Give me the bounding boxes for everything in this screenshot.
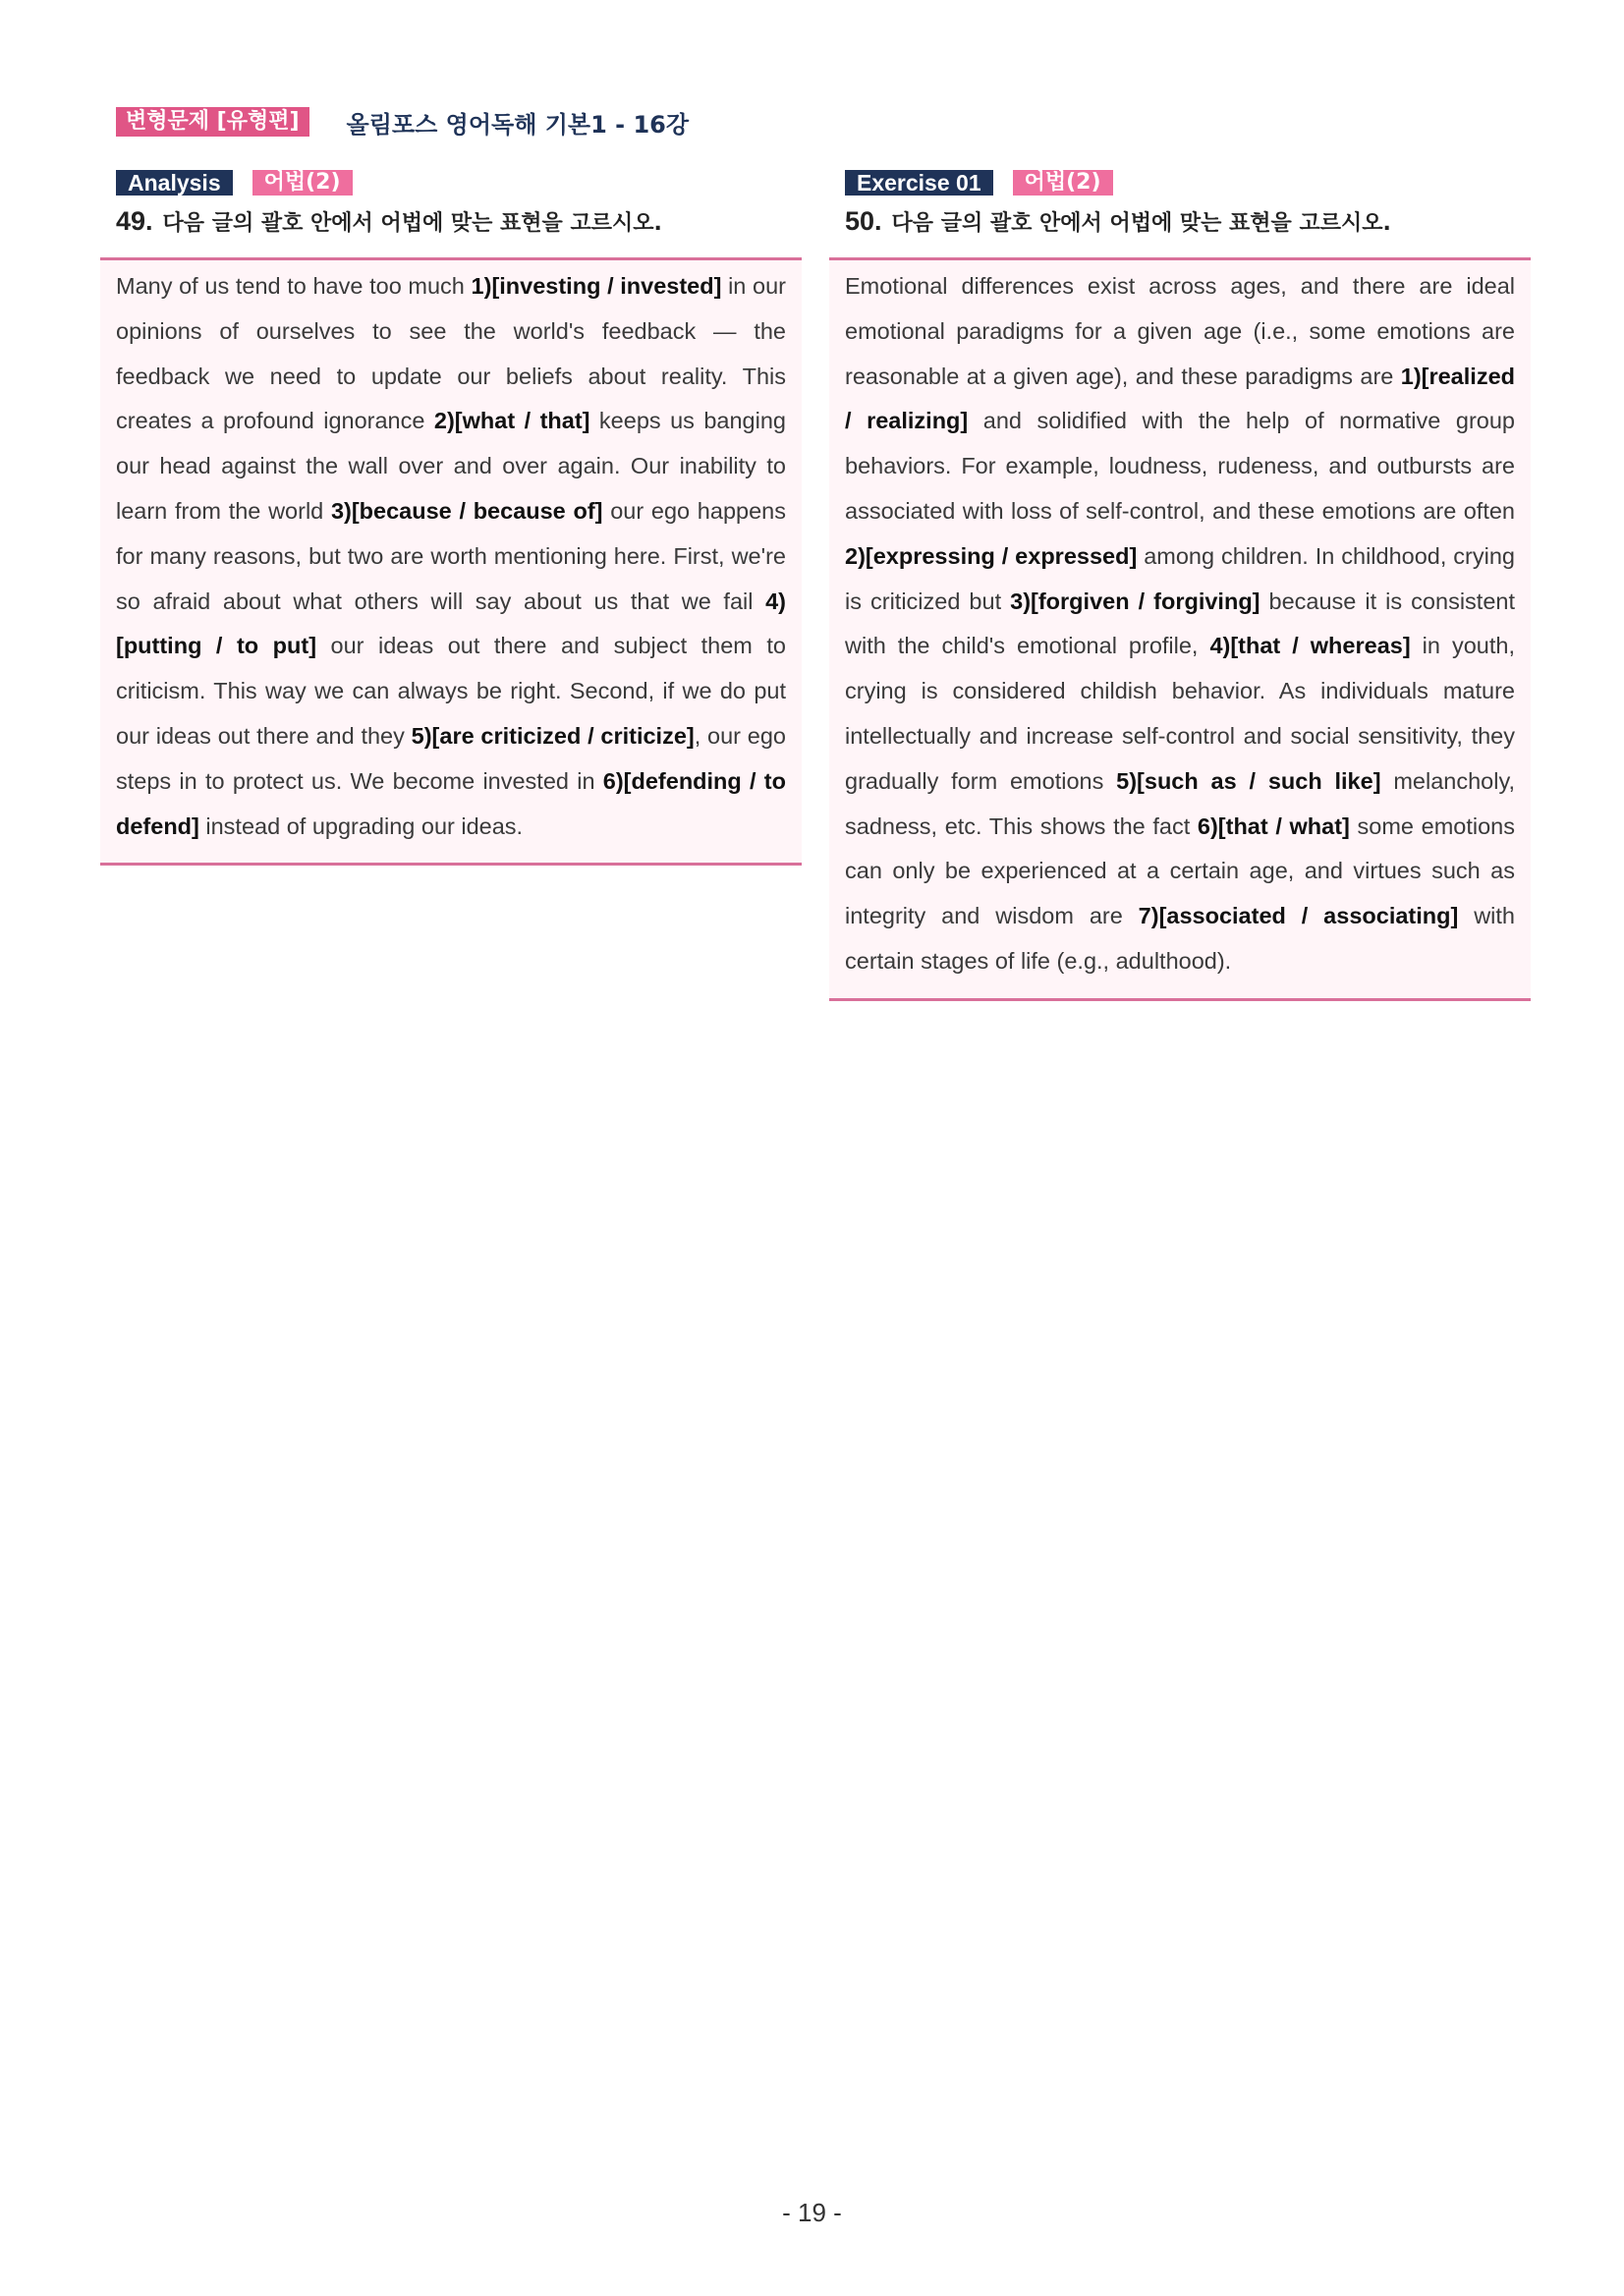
answer-choice: 5)[such as / such like] bbox=[1116, 767, 1381, 794]
passage-text: our ideas out there and subject them to criticism. This way we can always be right. Second, if we do put our ideas out there and they bbox=[116, 633, 786, 749]
header-title: 올림포스 영어독해 기본1 - 16강 bbox=[346, 110, 690, 139]
question-heading bbox=[845, 204, 1531, 238]
section-label: Exercise 01 bbox=[845, 170, 993, 196]
header-badge: 변형문제 [유형편] bbox=[116, 107, 309, 137]
answer-choice: 1)[investing / invested] bbox=[471, 273, 722, 299]
passage-box bbox=[100, 257, 802, 866]
passage-text: Many of us tend to have too much bbox=[116, 273, 472, 299]
section-labels bbox=[845, 169, 1531, 196]
answer-choice: 6)[defending / to defend] bbox=[116, 767, 786, 839]
question-text: 다음 글의 괄호 안에서 어법에 맞는 표현을 고르시오. bbox=[162, 211, 662, 236]
passage-text: with certain stages of life (e.g., adulthood). bbox=[845, 903, 1515, 974]
section-labels bbox=[116, 169, 802, 196]
question-number: 50. bbox=[845, 206, 882, 236]
answer-choice: 4)[putting / to put] bbox=[116, 588, 786, 659]
question-number: 49. bbox=[116, 206, 153, 236]
passage-text: Emotional differences exist across ages, and there are ideal emotional paradigms for a given age (i.e., some emotions are reasonable at a given age), and these paradigms are bbox=[845, 273, 1515, 389]
passage-text: keeps us banging our head against the wall over and over again. Our inability to learn from the world bbox=[116, 408, 786, 524]
passage-text: , our ego steps in to protect us. We become invested in bbox=[116, 722, 786, 794]
passage-text: instead of upgrading our ideas. bbox=[198, 812, 524, 839]
exercise-column bbox=[829, 169, 1531, 1001]
answer-choice: 4)[that / whereas] bbox=[1209, 633, 1411, 659]
category-label: 어법(2) bbox=[1013, 170, 1113, 196]
passage-text: because it is consistent with the child's emotional profile, bbox=[845, 588, 1515, 659]
question-heading bbox=[116, 204, 802, 238]
passage-text: melancholy, sadness, etc. This shows the fact bbox=[845, 767, 1515, 839]
answer-choice: 2)[what / that] bbox=[433, 408, 590, 434]
answer-choice: 3)[because / because of] bbox=[330, 497, 603, 524]
answer-choice: 1)[realized / realizing] bbox=[845, 363, 1515, 434]
answer-choice: 2)[expressing / expressed] bbox=[845, 542, 1138, 569]
analysis-column bbox=[100, 169, 802, 866]
answer-choice: 3)[forgiven / forgiving] bbox=[1010, 588, 1260, 614]
answer-choice: 6)[that / what] bbox=[1197, 812, 1350, 839]
question-text: 다음 글의 괄호 안에서 어법에 맞는 표현을 고르시오. bbox=[891, 211, 1391, 236]
answer-choice: 5)[are criticized / criticize] bbox=[411, 722, 695, 749]
category-label: 어법(2) bbox=[252, 170, 353, 196]
passage-box bbox=[829, 257, 1531, 1001]
answer-choice: 7)[associated / associating] bbox=[1138, 903, 1459, 929]
passage-text: in our opinions of ourselves to see the world's feedback — the feedback we need to update our beliefs about reality. This creates a profound ignorance bbox=[116, 273, 786, 434]
passage-text: among children. In childhood, crying is criticized but bbox=[845, 542, 1515, 614]
passage-text: and solidified with the help of normative group behaviors. For example, loudness, rudeness, and outbursts are associated with loss of self-control, and these emotions are often bbox=[845, 408, 1515, 524]
section-label: Analysis bbox=[116, 170, 233, 196]
passage-text: in youth, crying is considered childish behavior. As individuals mature intellectually and increase self-control and social sensitivity, they gradually form emotions bbox=[845, 633, 1515, 794]
passage-text: our ego happens for many reasons, but two are worth mentioning here. First, we're so afraid about what others will say about us that we fail bbox=[116, 497, 786, 614]
page-header bbox=[116, 105, 689, 139]
page-number: - 19 - bbox=[782, 2198, 842, 2227]
passage-text: some emotions can only be experienced at a certain age, and virtues such as integrity and wisdom are bbox=[845, 812, 1515, 929]
